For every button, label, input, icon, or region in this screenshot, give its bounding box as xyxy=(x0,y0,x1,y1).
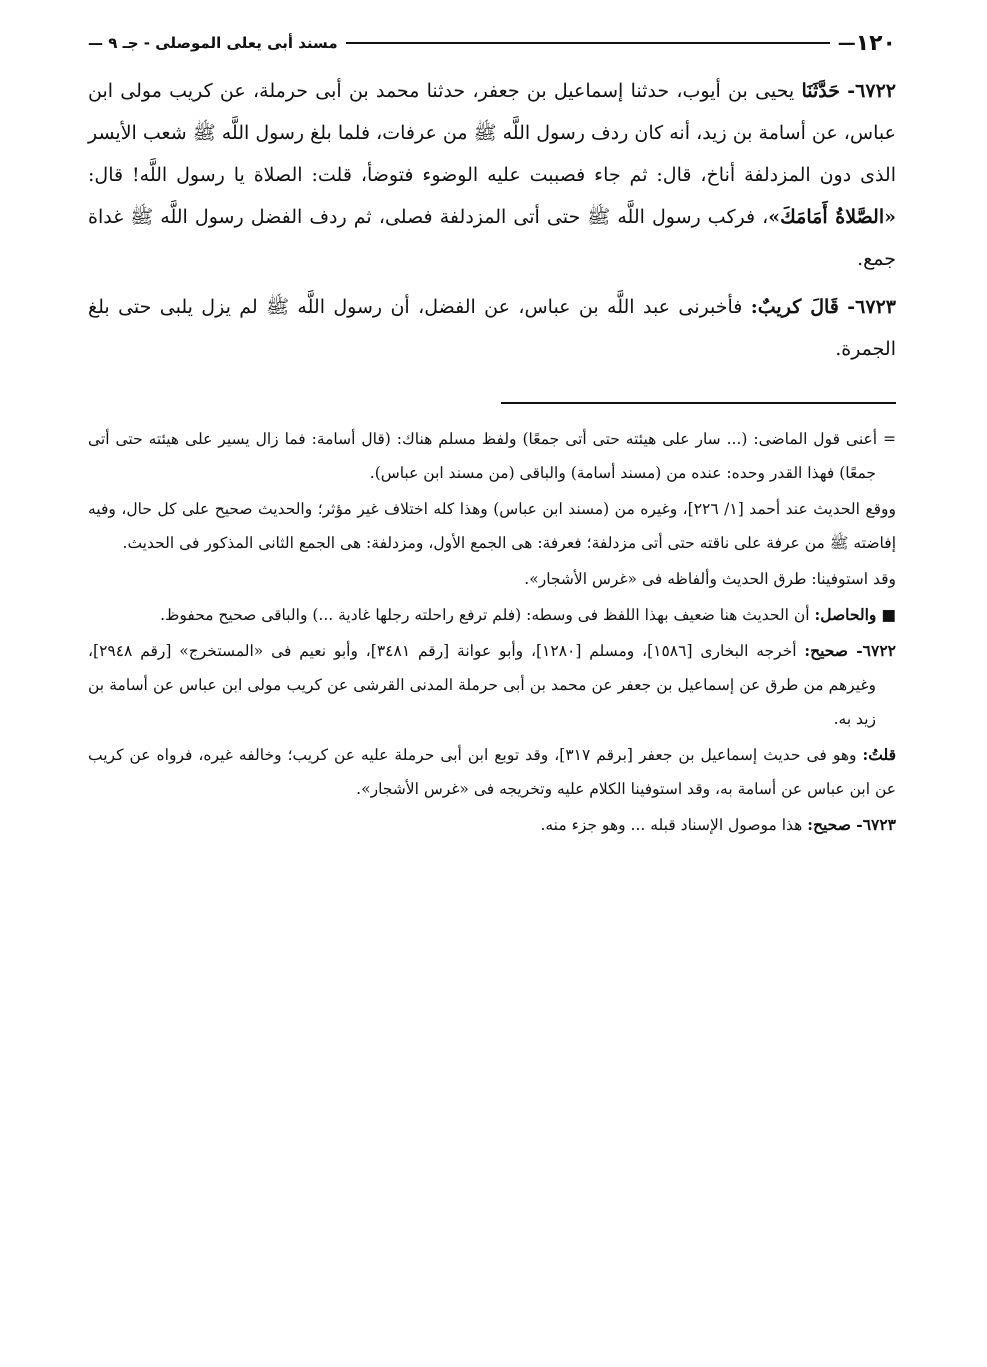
footnote-text: هذا موصول الإسناد قبله ... وهو جزء منه. xyxy=(540,816,803,834)
footnote-qult xyxy=(88,738,896,806)
footnote-summary xyxy=(88,598,896,632)
footnote-paragraph: ووقع الحديث عند أحمد [١/ ٢٢٦]، وغيره من (مسند ابن عباس) وهذا كله اختلاف غير مؤثر؛ والحديث صحيح على كل حال، وفيه إفاضته ﷺ من عرفة على ناقته حتى أتى مزدلفة؛ فعرفة: هى الجمع الأول، ومزدلفة: هى الجمع الثانى المذكور فى الحديث. xyxy=(88,500,896,552)
hadith-text: فأخبرنى عبد اللَّه بن عباس، عن الفضل، أن رسول اللَّه ﷺ لم يزل يلبى حتى بلغ الجمرة. xyxy=(88,296,896,360)
footnote-label: ٦٧٢٣- صحيح: xyxy=(807,815,896,834)
hadith-6722 xyxy=(88,70,896,280)
main-text xyxy=(88,70,896,370)
running-header xyxy=(88,26,896,60)
footnote-6722 xyxy=(88,634,896,736)
hadith-text: يحيى بن أيوب، حدثنا إسماعيل بن جعفر، حدثنا محمد بن أبى حرملة، عن كريب مولى ابن عباس، عن أسامة بن زيد، أنه كان ردف رسول اللَّه ﷺ من عرفات، فلما بلغ رسول اللَّه ﷺ شعب الأيسر الذى دون المزدلفة أناخ، قال: ثم جاء فصببت عليه الوضوء فتوضأ، قلت: الصلاة يا رسول اللَّه! قال: xyxy=(88,80,896,186)
book-title: مسند أبى يعلى الموصلى - جـ ٩ — xyxy=(88,34,338,52)
square-bullet-icon: ■ xyxy=(881,606,896,624)
footnote-paragraph: وقد استوفينا: طرق الحديث وألفاظه فى «غرس الأشجار». xyxy=(524,570,896,588)
footnote-text: أخرجه البخارى [١٥٨٦]، ومسلم [١٢٨٠]، وأبو عوانة [رقم ٣٤٨١]، وأبو نعيم فى «المستخرج» [رقم ٢٩٤٨]، وغيرهم من طرق عن إسماعيل بن جعفر عن محمد بن أبى حرملة المدنى القرشى عن كريب مولى ابن عباس عن أسامة بن زيد به. xyxy=(88,642,876,728)
header-rule xyxy=(346,42,830,44)
footnote-6723 xyxy=(88,808,896,842)
footnote-label: قلتُ: xyxy=(862,745,896,764)
footnote-label: ٦٧٢٢- صحيح: xyxy=(804,641,896,660)
footnote-text: وهو فى حديث إسماعيل بن جعفر [برقم ٣١٧]، وقد توبع ابن أبى حرملة عليه عن كريب؛ وخالفه غيره، فرواه عن كريب عن ابن عباس عن أسامة به، وقد استوفينا الكلام عليه وتخريجه فى «غرس الأشجار». xyxy=(88,746,896,798)
page-number: ١٢٠ xyxy=(855,30,896,56)
footnotes xyxy=(88,422,896,842)
hadith-text-continued: ، فركب رسول اللَّه ﷺ حتى أتى المزدلفة فصلى، ثم ردف الفضل رسول اللَّه ﷺ غداة جمع. xyxy=(88,206,896,270)
summary-text: أن الحديث هنا ضعيف بهذا اللفظ فى وسطه: (فلم ترفع راحلته رجلها غادية ...) والباقى صحيح محفوظ. xyxy=(160,606,810,624)
book-page xyxy=(88,26,896,844)
hadith-number: ٦٧٢٣- xyxy=(847,296,896,318)
summary-label: والحاصل: xyxy=(814,605,877,624)
prophetic-quote: «الصَّلاةُ أَمَامَكَ» xyxy=(768,206,896,228)
footnote-continuation: = أعنى قول الماضى: (... سار على هيئته حتى أتى جمعًا) ولفظ مسلم هناك: (قال أسامة: فما زال يسير على هيئته حتى أتى جمعًا) فهذا القدر وحده: عنده من (مسند أسامة) والباقى (من مسند ابن عباس). xyxy=(88,430,896,482)
hadith-number: ٦٧٢٢- xyxy=(847,80,896,102)
hadith-opener: قَالَ كريبٌ: xyxy=(750,296,839,318)
footnote-separator xyxy=(501,402,896,404)
hadith-opener: حَدَّثَنَا xyxy=(801,80,840,102)
hadith-6723 xyxy=(88,286,896,370)
header-dash: — xyxy=(837,32,856,54)
